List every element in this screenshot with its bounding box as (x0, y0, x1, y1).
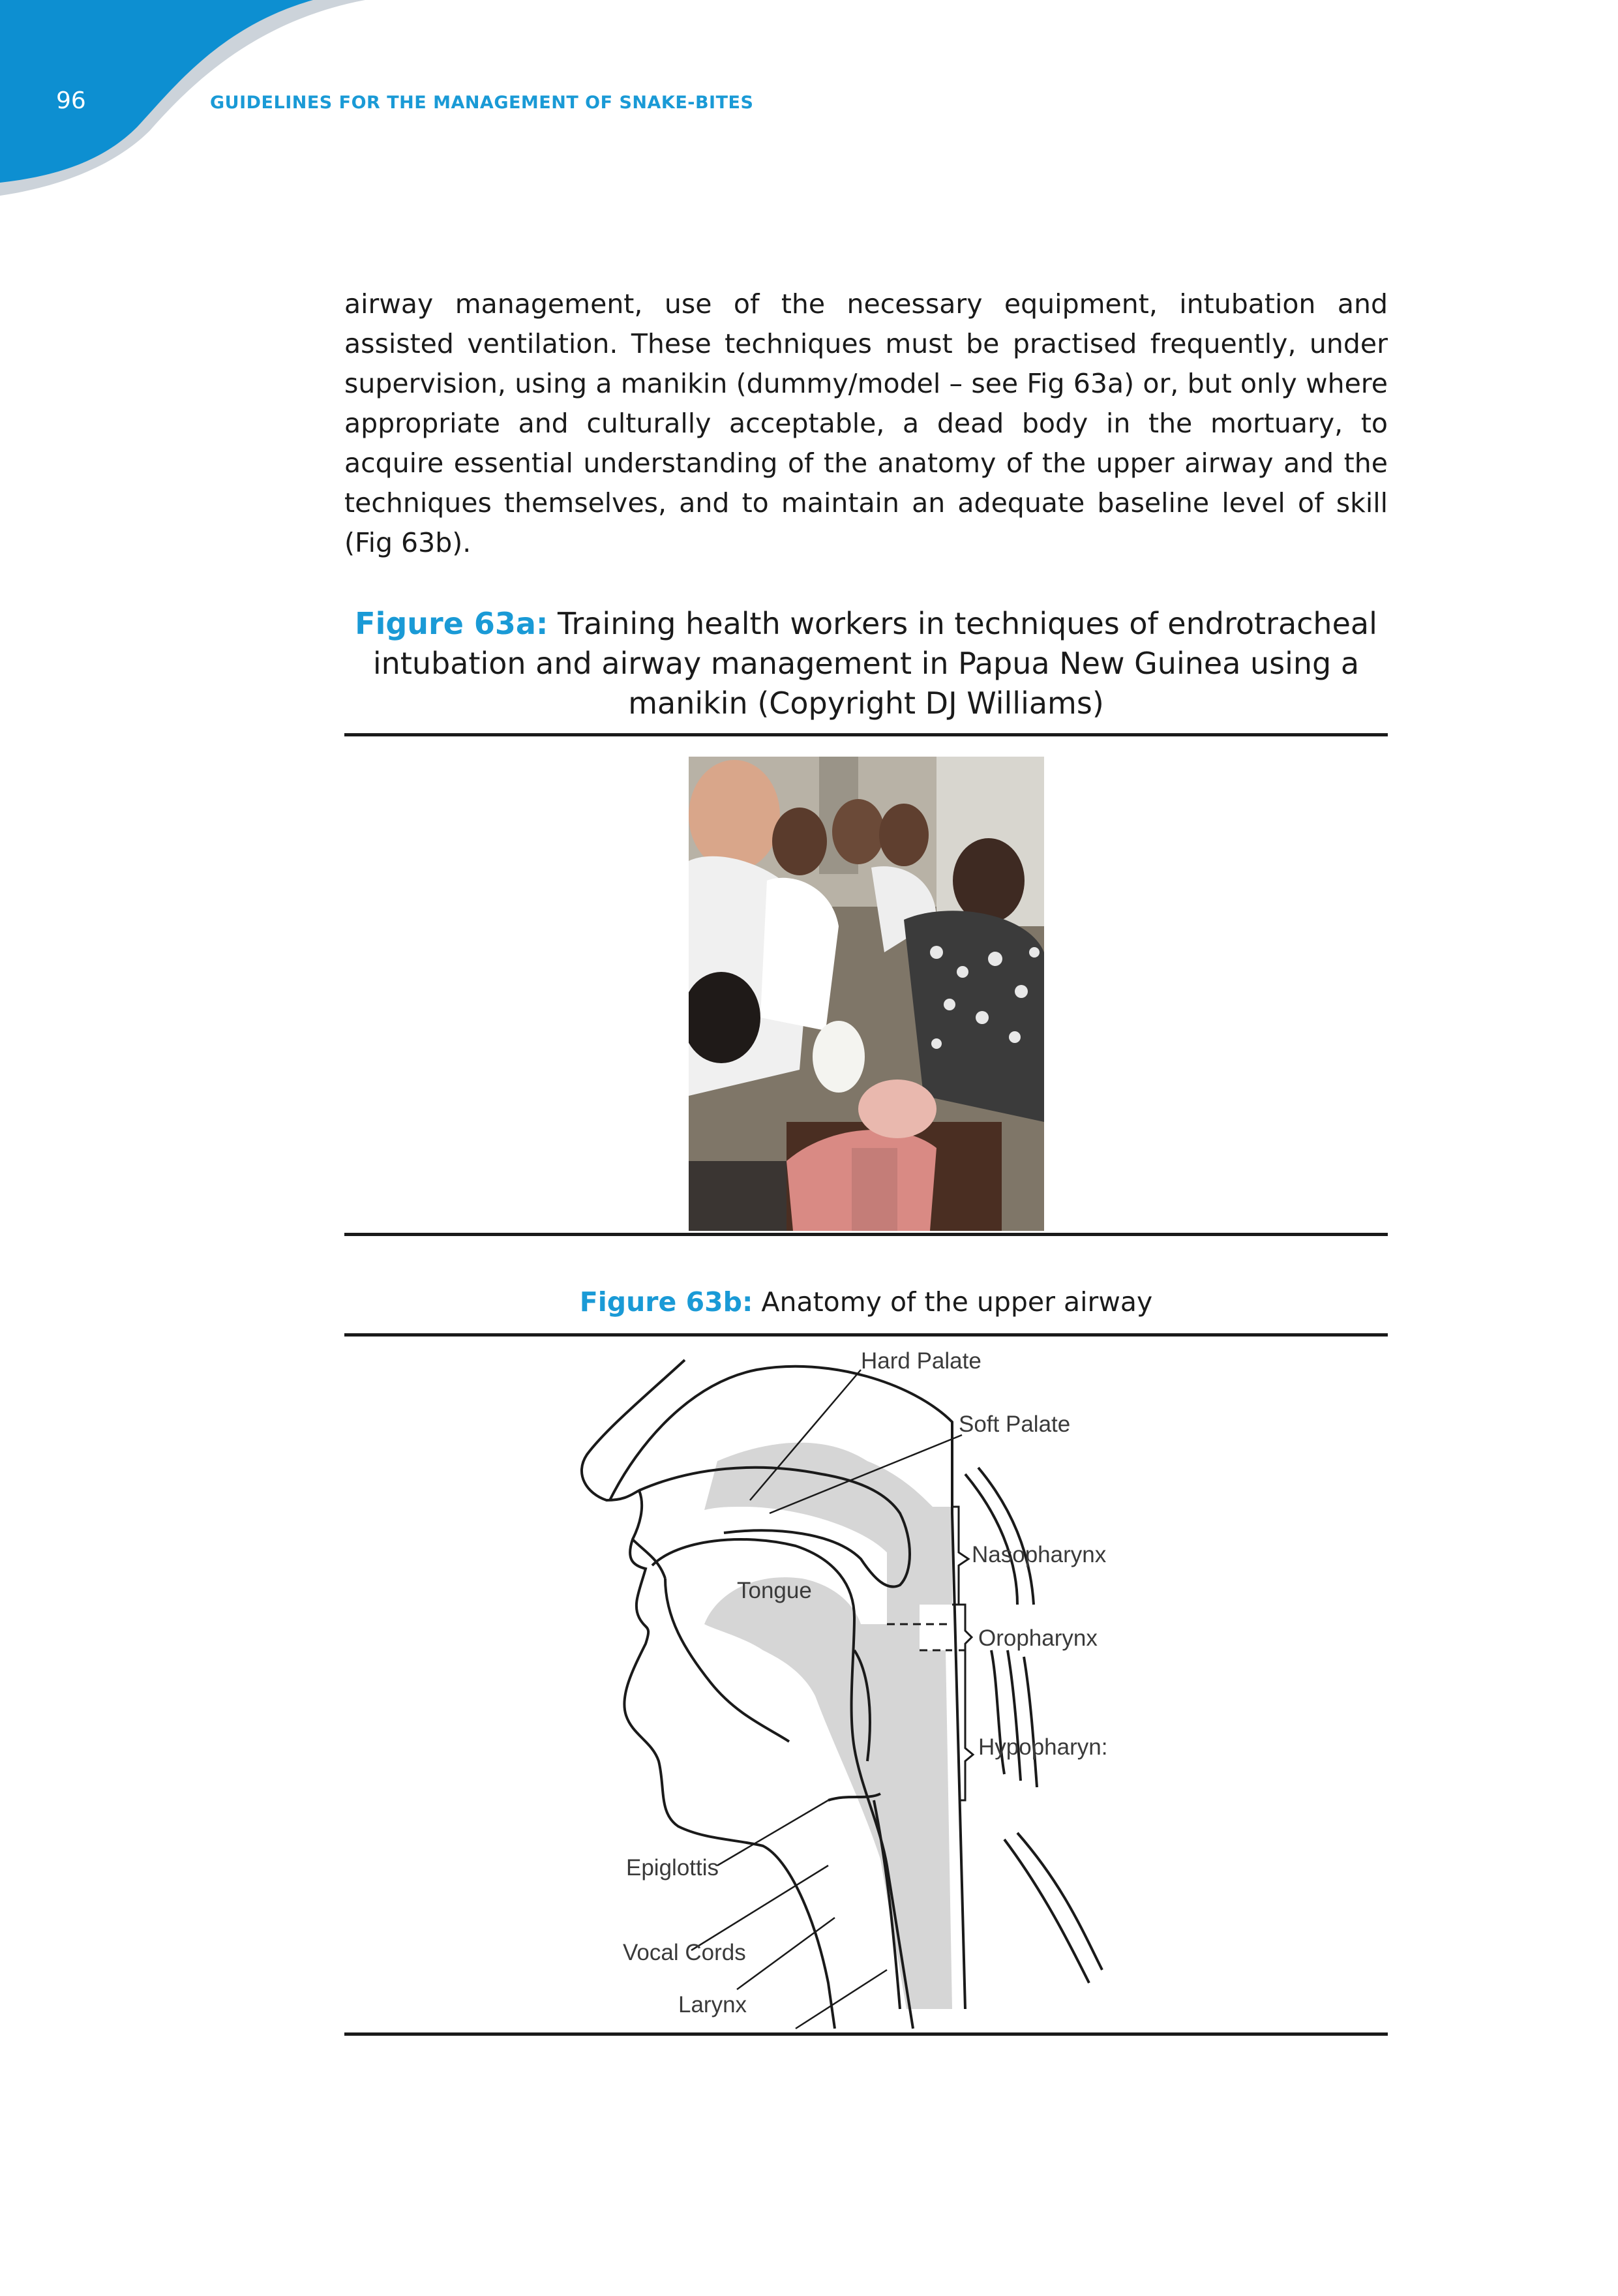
figure-63b-top-rule (344, 1333, 1388, 1337)
figure-63b-label: Figure 63b: (579, 1286, 753, 1318)
label-tongue: Tongue (737, 1578, 812, 1603)
figure-63b-caption-text: Anatomy of the upper airway (753, 1286, 1153, 1318)
label-oropharynx: Oropharynx (978, 1625, 1098, 1651)
body-paragraph: airway management, use of the necessary equipment, intubation and assisted ventilation. These techniques must be practised frequently, under supervision, using a manikin (dummy/model – see Fig 63a) or, but only where appropriate and culturally acceptable, a dead body in the mortuary, to acquire essential understanding of the anatomy of the upper airway and the techniques themselves, and to maintain an adequate baseline level of skill (Fig 63b). (344, 288, 1388, 558)
label-larynx: Larynx (678, 1992, 747, 2017)
upper-airway-diagram (548, 1344, 1200, 2048)
label-epiglottis: Epiglottis (626, 1855, 719, 1881)
label-vocal-cords: Vocal Cords (623, 1940, 746, 1965)
figure-63b-bottom-rule (344, 2032, 1388, 2036)
label-hard-palate: Hard Palate (861, 1348, 981, 1374)
airway-shading (704, 1443, 952, 2009)
page-number: 96 (56, 87, 86, 114)
figure-63a-label: Figure 63a: (355, 606, 548, 641)
figure-63a-bottom-rule (344, 1233, 1388, 1236)
label-soft-palate: Soft Palate (959, 1412, 1071, 1437)
training-photo (689, 757, 1044, 1231)
running-title: GUIDELINES FOR THE MANAGEMENT OF SNAKE-BITES (210, 93, 754, 113)
figure-63a-caption-text: Training health workers in techniques of endrotracheal intubation and airway management in Papua New Guinea using a manikin (Copyright DJ Williams) (372, 606, 1377, 721)
label-hypopharynx: Hypopharyn: (978, 1734, 1108, 1760)
label-nasopharynx: Nasopharynx (972, 1542, 1107, 1567)
figure-63a-top-rule (344, 733, 1388, 736)
figure-63a-caption (344, 604, 1388, 723)
figure-63b-caption (344, 1282, 1388, 1322)
